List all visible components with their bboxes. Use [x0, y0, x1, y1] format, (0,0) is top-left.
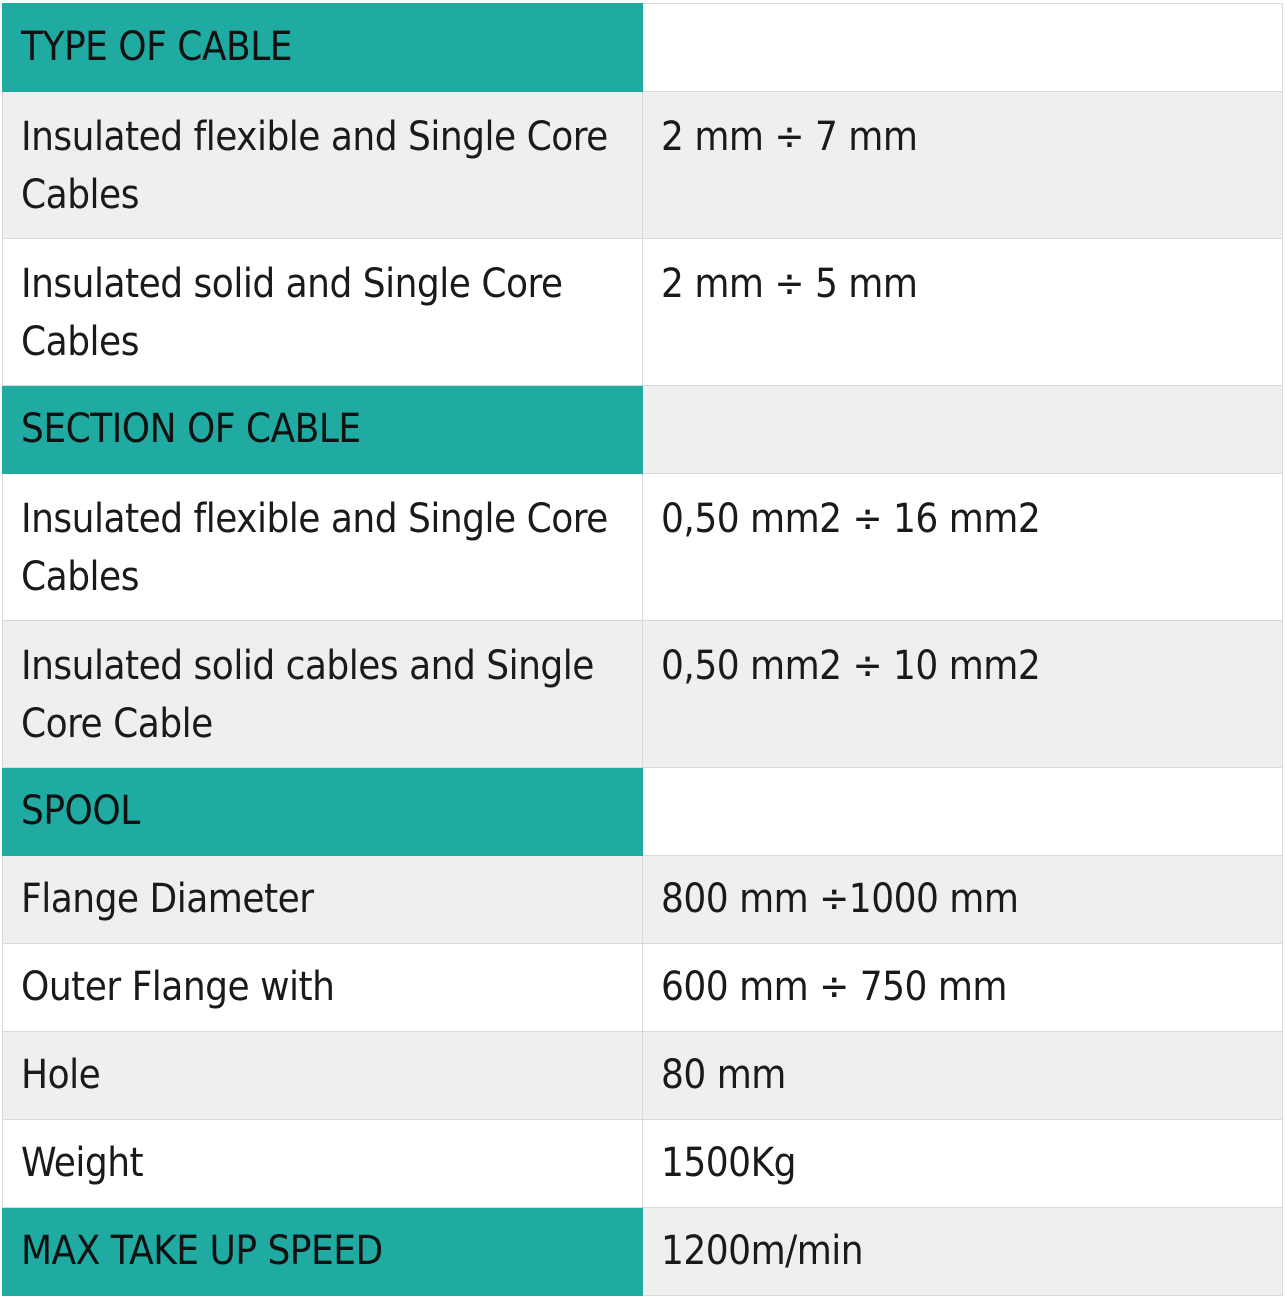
table-row [3, 239, 1283, 386]
row-value: 80 mm [643, 1032, 1283, 1120]
row-value: 1500Kg [643, 1120, 1283, 1208]
section-header-type-of-cable [3, 4, 1283, 92]
row-label: Outer Flange with [3, 944, 643, 1032]
row-value: 2 mm ÷ 5 mm [643, 239, 1283, 386]
table-row [3, 1120, 1283, 1208]
max-take-up-speed-value: 1200m/min [643, 1208, 1283, 1296]
section-header-spool [3, 768, 1283, 856]
cable-spec-table [2, 3, 1283, 1296]
row-value: 0,50 mm2 ÷ 16 mm2 [643, 474, 1283, 621]
row-label: Insulated flexible and Single Core Cables [3, 474, 643, 621]
max-take-up-speed-row [3, 1208, 1283, 1296]
section-title: SECTION OF CABLE [3, 386, 643, 474]
section-header-section-of-cable [3, 386, 1283, 474]
table-row [3, 1032, 1283, 1120]
row-value: 800 mm ÷1000 mm [643, 856, 1283, 944]
section-title: TYPE OF CABLE [3, 4, 643, 92]
row-value: 600 mm ÷ 750 mm [643, 944, 1283, 1032]
table-row [3, 856, 1283, 944]
row-label: Insulated flexible and Single Core Cables [3, 92, 643, 239]
row-value: 0,50 mm2 ÷ 10 mm2 [643, 621, 1283, 768]
max-take-up-speed-label: MAX TAKE UP SPEED [3, 1208, 643, 1296]
row-label: Hole [3, 1032, 643, 1120]
row-label: Weight [3, 1120, 643, 1208]
table-row [3, 92, 1283, 239]
section-header-empty-cell [643, 768, 1283, 856]
row-label: Insulated solid and Single Core Cables [3, 239, 643, 386]
section-title: SPOOL [3, 768, 643, 856]
table-row [3, 621, 1283, 768]
row-label: Flange Diameter [3, 856, 643, 944]
table-row [3, 944, 1283, 1032]
section-header-empty-cell [643, 386, 1283, 474]
section-header-empty-cell [643, 4, 1283, 92]
row-label: Insulated solid cables and Single Core Cable [3, 621, 643, 768]
row-value: 2 mm ÷ 7 mm [643, 92, 1283, 239]
table-row [3, 474, 1283, 621]
